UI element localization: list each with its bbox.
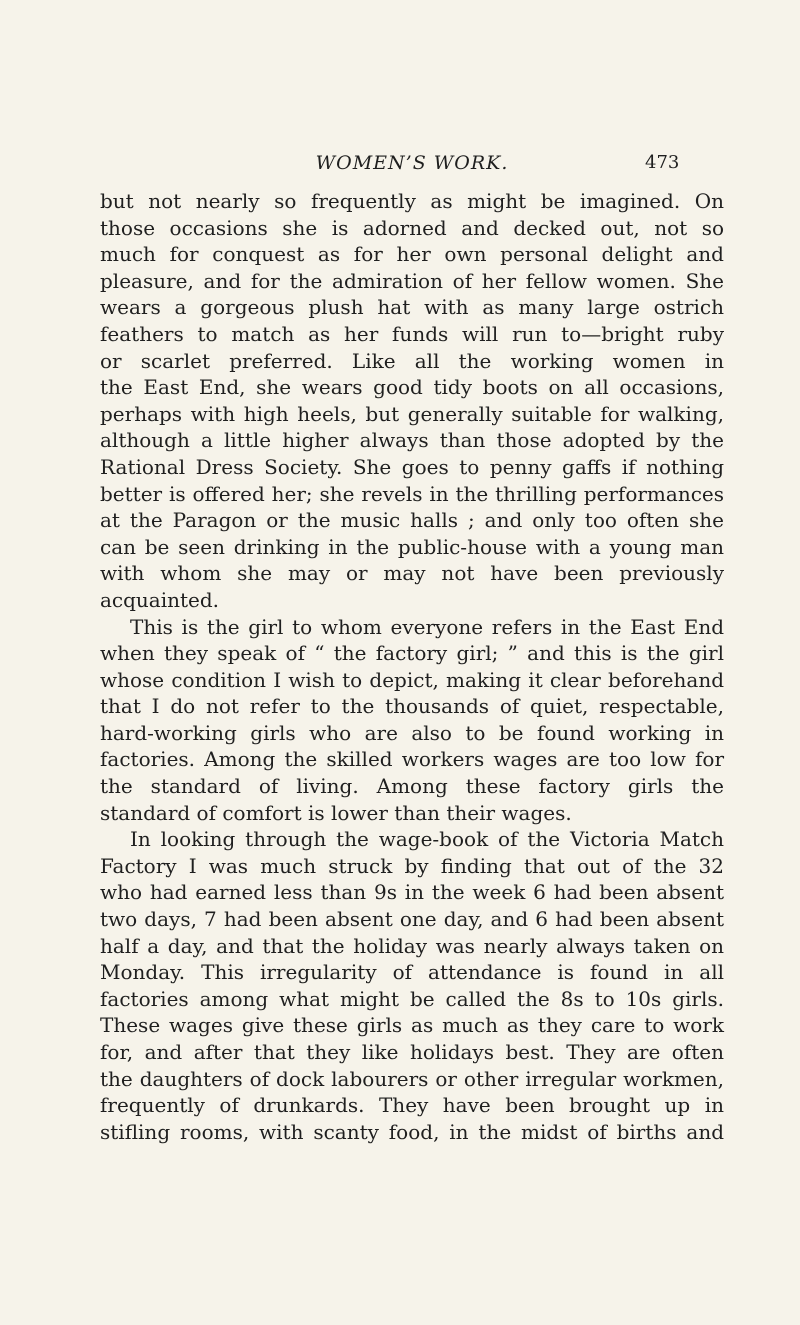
- text-line: perhaps with high heels, but generally suitable for walking,: [100, 401, 724, 426]
- text-line: when they speak of “ the factory girl; ” and this is the girl: [100, 641, 724, 666]
- paragraph-1: [100, 188, 724, 614]
- text-line: Monday. This irregularity of attendance is found in all: [100, 960, 724, 985]
- page-number: 473: [645, 152, 680, 173]
- text-line: standard of comfort is lower than their wages.: [100, 800, 572, 825]
- running-head: WOMEN’S WORK.: [315, 152, 509, 174]
- text-line: stifling rooms, with scanty food, in the midst of births and: [100, 1119, 724, 1144]
- text-line: pleasure, and for the admiration of her fellow women. She: [100, 268, 724, 293]
- paragraph-3: [100, 826, 724, 1145]
- text-line: but not nearly so frequently as might be imagined. On: [100, 189, 724, 213]
- text-line: two days, 7 had been absent one day, and 6 had been absent: [100, 907, 724, 932]
- text-line: Factory I was much struck by finding that out of the 32: [100, 853, 724, 878]
- text-line: wears a gorgeous plush hat with as many large ostrich: [100, 295, 724, 320]
- text-line: can be seen drinking in the public-house with a young man: [100, 534, 724, 559]
- text-line: In looking through the wage-book of the Victoria Match: [130, 827, 724, 852]
- text-line: factories. Among the skilled workers wages are too low for: [100, 747, 724, 772]
- body-text: [100, 188, 724, 1145]
- text-line: half a day, and that the holiday was nearly always taken on: [100, 933, 724, 958]
- text-line: at the Paragon or the music halls ; and only too often she: [100, 508, 724, 533]
- text-line: much for conquest as for her own personal delight and: [100, 242, 724, 267]
- text-line: Rational Dress Society. She goes to penny gaffs if nothing: [100, 454, 724, 479]
- text-line: factories among what might be called the 8s to 10s girls.: [100, 986, 724, 1011]
- text-line: the daughters of dock labourers or other irregular workmen,: [100, 1066, 724, 1091]
- text-line: with whom she may or may not have been previously: [100, 561, 724, 586]
- text-line: or scarlet preferred. Like all the working women in: [100, 348, 724, 373]
- text-line: the standard of living. Among these factory girls the: [100, 774, 724, 799]
- text-line: the East End, she wears good tidy boots on all occasions,: [100, 375, 724, 400]
- paragraph-2: [100, 614, 724, 827]
- text-line: hard-working girls who are also to be found working in: [100, 720, 724, 745]
- text-line: for, and after that they like holidays best. They are often: [100, 1040, 724, 1064]
- text-line: that I do not refer to the thousands of quiet, respectable,: [100, 694, 724, 719]
- text-line: These wages give these girls as much as they care to work: [100, 1013, 724, 1038]
- text-line: acquainted.: [100, 587, 220, 612]
- text-line: who had earned less than 9s in the week 6 had been absent: [100, 880, 724, 905]
- text-line: feathers to match as her funds will run to—bright ruby: [100, 321, 724, 346]
- text-line: better is offered her; she revels in the thrilling performances: [100, 481, 724, 506]
- text-line: although a little higher always than those adopted by the: [100, 428, 724, 453]
- text-line: whose condition I wish to depict, making it clear beforehand: [100, 667, 724, 692]
- text-line: those occasions she is adorned and decked out, not so: [100, 215, 724, 240]
- text-line: This is the girl to whom everyone refers in the East End: [130, 614, 724, 639]
- text-line: frequently of drunkards. They have been brought up in: [100, 1093, 724, 1118]
